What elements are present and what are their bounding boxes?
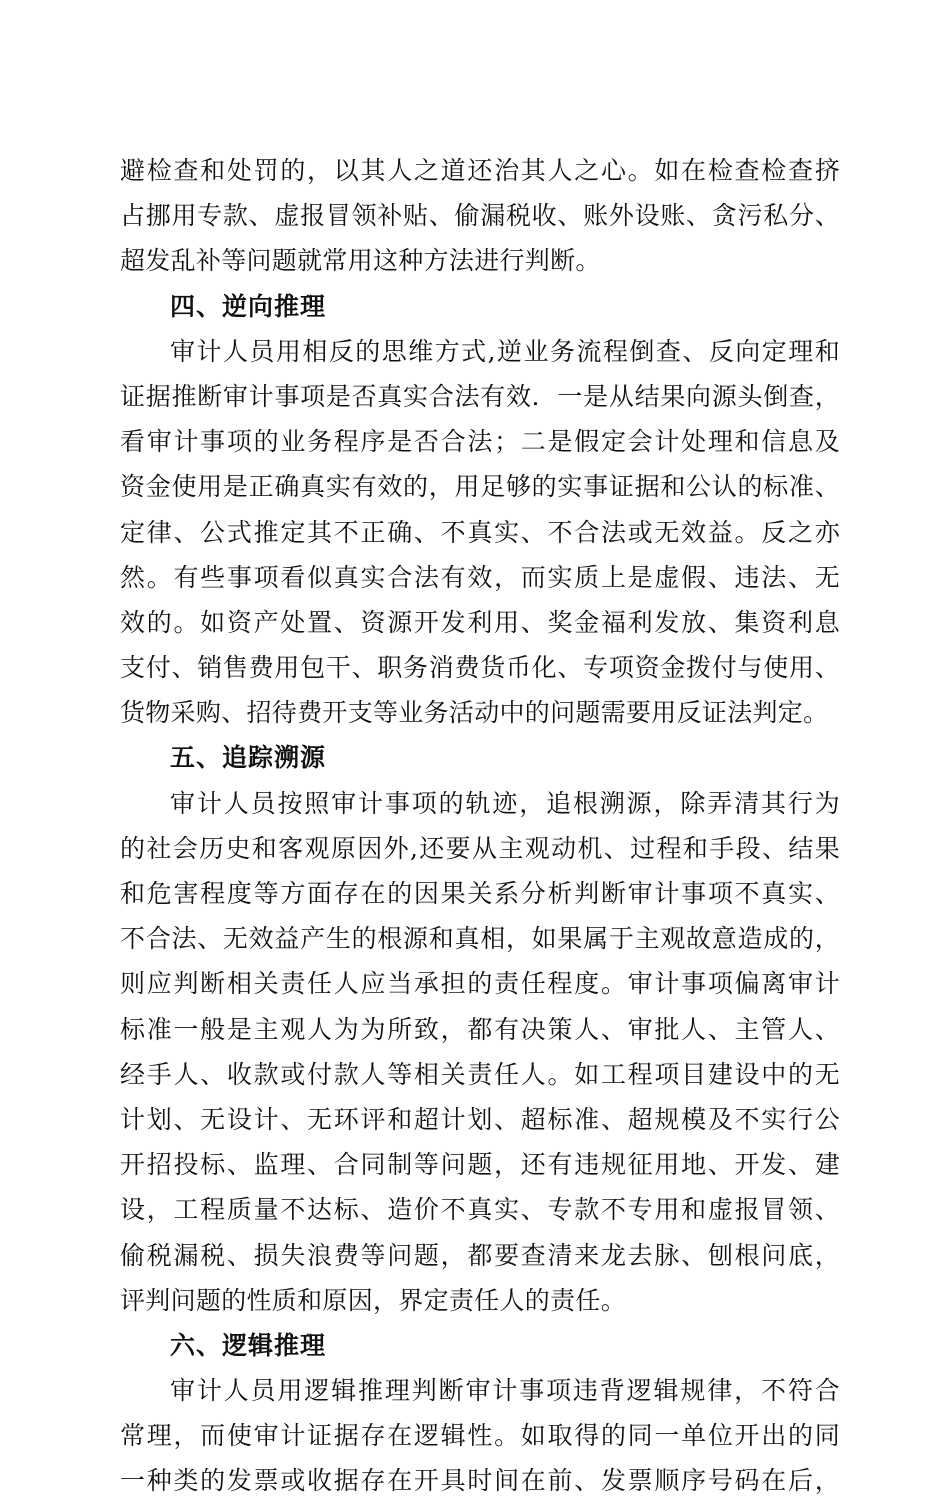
text-line: 看审计事项的业务程序是否合法；二是假定会计处理和信息及 xyxy=(120,427,840,457)
section-logical-reasoning xyxy=(120,1323,840,1504)
intro-paragraph xyxy=(120,148,840,284)
text-line: 一种类的发票或收据存在开具时间在前、发票顺序号码在后， xyxy=(120,1466,840,1496)
section-trace-source xyxy=(120,735,840,1322)
text-line: 证据推断审计事项是否真实合法有效．一是从结果向源头倒查， xyxy=(120,381,840,411)
text-line: 则应判断相关责任人应当承担的责任程度。审计事项偏离审计 xyxy=(120,969,840,999)
text-line: 效的。如资产处置、资源开发利用、奖金福利发放、集资利息 xyxy=(120,607,840,637)
section-heading: 四、逆向推理 xyxy=(170,291,327,321)
text-line: 和危害程度等方面存在的因果关系分析判断审计事项不真实、 xyxy=(120,879,840,908)
text-line: 开招投标、监理、合同制等问题，还有违规征用地、开发、建 xyxy=(120,1150,840,1180)
text-line: 审计人员按照审计事项的轨迹，追根溯源，除弄清其行为 xyxy=(170,788,840,818)
text-line: 定律、公式推定其不正确、不真实、不合法或无效益。反之亦 xyxy=(120,517,840,547)
text-line: 评判问题的性质和原因，界定责任人的责任。 xyxy=(120,1285,627,1315)
text-line: 偷税漏税、损失浪费等问题，都要查清来龙去脉、刨根问底， xyxy=(120,1240,840,1270)
text-line: 超发乱补等问题就常用这种方法进行判断。 xyxy=(120,246,601,276)
text-line: 的社会历史和客观原因外,还要从主观动机、过程和手段、结果 xyxy=(120,833,840,863)
document-body xyxy=(120,148,840,1504)
text-line: 占挪用专款、虚报冒领补贴、偷漏税收、账外设账、贪污私分、 xyxy=(120,201,840,231)
section-heading: 五、追踪溯源 xyxy=(170,743,327,773)
text-line: 标准一般是主观人为为所致，都有决策人、审批人、主管人、 xyxy=(120,1014,840,1044)
text-line: 审计人员用相反的思维方式,逆业务流程倒查、反向定理和 xyxy=(170,336,840,366)
text-line: 支付、销售费用包干、职务消费货币化、专项资金拨付与使用、 xyxy=(120,653,840,683)
text-line: 常理，而使审计证据存在逻辑性。如取得的同一单位开出的同 xyxy=(120,1421,840,1451)
text-line: 避检查和处罚的，以其人之道还治其人之心。如在检查检查挤 xyxy=(120,156,840,185)
section-reverse-reasoning xyxy=(120,284,840,736)
section-heading: 六、逻辑推理 xyxy=(170,1330,327,1360)
text-line: 然。有些事项看似真实合法有效，而实质上是虚假、违法、无 xyxy=(120,562,840,592)
text-line: 货物采购、招待费开支等业务活动中的问题需要用反证法判定。 xyxy=(120,698,829,728)
text-line: 审计人员用逻辑推理判断审计事项违背逻辑规律，不符合 xyxy=(170,1376,840,1406)
text-line: 不合法、无效益产生的根源和真相，如果属于主观故意造成的， xyxy=(120,924,840,954)
text-line: 经手人、收款或付款人等相关责任人。如工程项目建设中的无 xyxy=(120,1059,840,1089)
text-line: 设，工程质量不达标、造价不真实、专款不专用和虚报冒领、 xyxy=(120,1195,840,1225)
text-line: 计划、无设计、无环评和超计划、超标准、超规模及不实行公 xyxy=(120,1104,840,1134)
text-line: 资金使用是正确真实有效的，用足够的实事证据和公认的标准、 xyxy=(120,472,840,502)
